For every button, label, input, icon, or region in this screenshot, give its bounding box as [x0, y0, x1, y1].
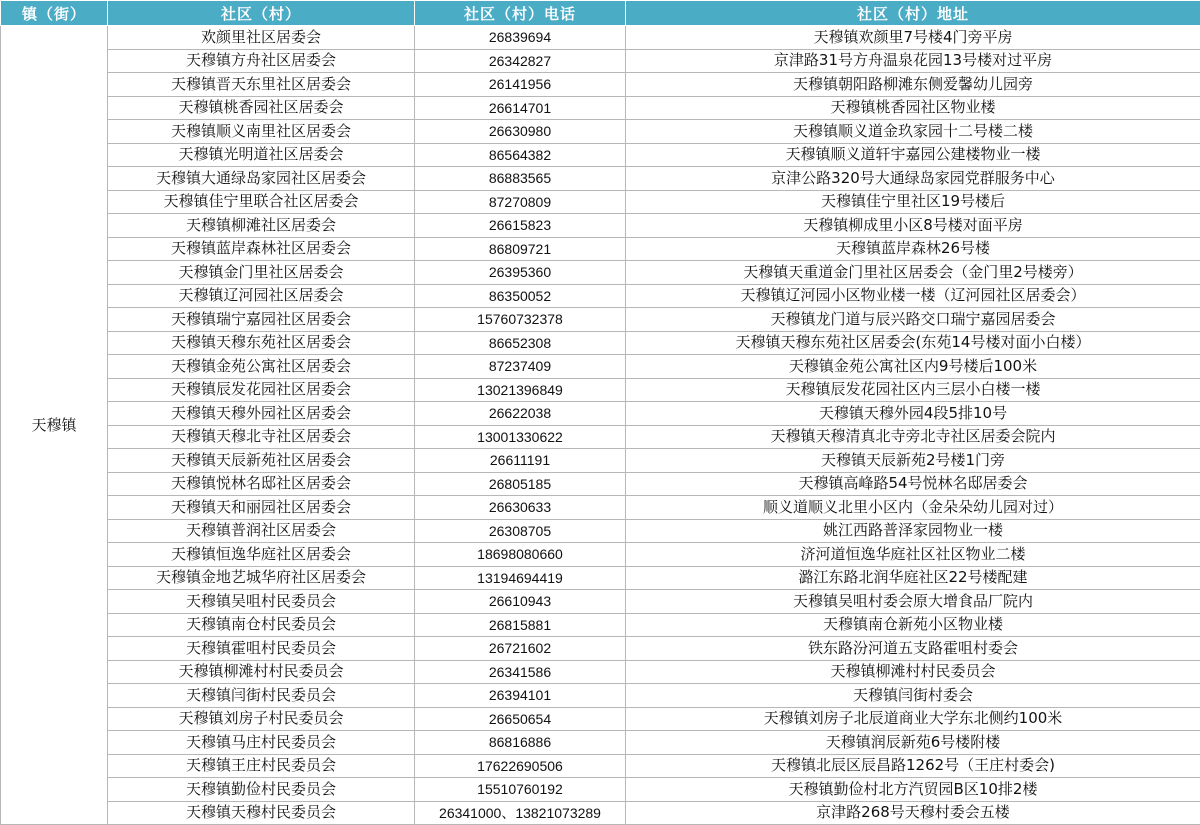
community-phone-cell: 86652308: [415, 331, 626, 355]
table-row: [1, 143, 1200, 167]
table-row: [1, 284, 1200, 308]
table-row: [1, 26, 1200, 50]
community-phone-cell: 26141956: [415, 73, 626, 97]
community-phone-cell: 17622690506: [415, 754, 626, 778]
community-name-cell: 天穆镇吴咀村民委员会: [108, 590, 415, 614]
community-address-cell: 姚江西路普泽家园物业一楼: [626, 519, 1200, 543]
table-row: [1, 261, 1200, 285]
community-name-cell: 天穆镇天辰新苑社区居委会: [108, 449, 415, 473]
table-row: [1, 543, 1200, 567]
community-name-cell: 天穆镇悦林名邸社区居委会: [108, 472, 415, 496]
table-row: [1, 49, 1200, 73]
community-name-cell: 天穆镇天穆外园社区居委会: [108, 402, 415, 426]
community-name-cell: 天穆镇刘房子村民委员会: [108, 707, 415, 731]
community-phone-cell: 26341586: [415, 660, 626, 684]
community-address-cell: 天穆镇欢颜里7号楼4门旁平房: [626, 26, 1200, 50]
community-name-cell: 天穆镇辽河园社区居委会: [108, 284, 415, 308]
community-phone-cell: 86883565: [415, 167, 626, 191]
table-row: [1, 237, 1200, 261]
community-address-cell: 天穆镇润辰新苑6号楼附楼: [626, 731, 1200, 755]
community-name-cell: 天穆镇大通绿岛家园社区居委会: [108, 167, 415, 191]
community-phone-cell: 87270809: [415, 190, 626, 214]
community-name-cell: 天穆镇桃香园社区居委会: [108, 96, 415, 120]
community-address-cell: 天穆镇辽河园小区物业楼一楼（辽河园社区居委会）: [626, 284, 1200, 308]
community-address-cell: 天穆镇天穆东苑社区居委会(东苑14号楼对面小白楼）: [626, 331, 1200, 355]
community-phone-cell: 26839694: [415, 26, 626, 50]
community-phone-cell: 26650654: [415, 707, 626, 731]
community-phone-cell: 18698080660: [415, 543, 626, 567]
community-name-cell: 欢颜里社区居委会: [108, 26, 415, 50]
community-address-cell: 潞江东路北润华庭社区22号楼配建: [626, 566, 1200, 590]
community-phone-cell: 15510760192: [415, 778, 626, 802]
community-name-cell: 天穆镇勤俭村民委员会: [108, 778, 415, 802]
table-row: [1, 120, 1200, 144]
table-row: [1, 449, 1200, 473]
table-row: [1, 754, 1200, 778]
community-name-cell: 天穆镇蓝岸森林社区居委会: [108, 237, 415, 261]
table-body: [1, 26, 1200, 825]
community-address-cell: 天穆镇闫街村委会: [626, 684, 1200, 708]
community-phone-cell: 86350052: [415, 284, 626, 308]
table-row: [1, 660, 1200, 684]
community-phone-cell: 26630980: [415, 120, 626, 144]
header-community-phone: 社区（村）电话: [415, 1, 626, 26]
community-name-cell: 天穆镇方舟社区居委会: [108, 49, 415, 73]
community-address-cell: 天穆镇辰发花园社区内三层小白楼一楼: [626, 378, 1200, 402]
table-row: [1, 472, 1200, 496]
community-phone-cell: 26342827: [415, 49, 626, 73]
community-phone-cell: 15760732378: [415, 308, 626, 332]
community-phone-cell: 86564382: [415, 143, 626, 167]
community-address-cell: 京津路31号方舟温泉花园13号楼对过平房: [626, 49, 1200, 73]
community-name-cell: 天穆镇辰发花园社区居委会: [108, 378, 415, 402]
community-phone-cell: 26815881: [415, 613, 626, 637]
table-row: [1, 519, 1200, 543]
town-cell: 天穆镇: [1, 26, 108, 825]
community-name-cell: 天穆镇金苑公寓社区居委会: [108, 355, 415, 379]
community-address-cell: 天穆镇桃香园社区物业楼: [626, 96, 1200, 120]
community-name-cell: 天穆镇晋天东里社区居委会: [108, 73, 415, 97]
community-address-cell: 天穆镇佳宁里社区19号楼后: [626, 190, 1200, 214]
community-name-cell: 天穆镇天和丽园社区居委会: [108, 496, 415, 520]
community-phone-cell: 26308705: [415, 519, 626, 543]
community-address-cell: 顺义道顺义北里小区内（金朵朵幼儿园对过）: [626, 496, 1200, 520]
header-row: [1, 1, 1200, 26]
community-phone-cell: 26630633: [415, 496, 626, 520]
community-phone-cell: 26611191: [415, 449, 626, 473]
community-phone-cell: 13001330622: [415, 425, 626, 449]
table-row: [1, 167, 1200, 191]
community-name-cell: 天穆镇恒逸华庭社区居委会: [108, 543, 415, 567]
community-address-cell: 天穆镇天辰新苑2号楼1门旁: [626, 449, 1200, 473]
community-address-cell: 天穆镇顺义道金玖家园十二号楼二楼: [626, 120, 1200, 144]
community-name-cell: 天穆镇瑞宁嘉园社区居委会: [108, 308, 415, 332]
community-address-cell: 铁东路汾河道五支路霍咀村委会: [626, 637, 1200, 661]
community-address-cell: 天穆镇金苑公寓社区内9号楼后100米: [626, 355, 1200, 379]
community-address-cell: 天穆镇柳成里小区8号楼对面平房: [626, 214, 1200, 238]
header-community-name: 社区（村）: [108, 1, 415, 26]
table-row: [1, 566, 1200, 590]
community-name-cell: 天穆镇顺义南里社区居委会: [108, 120, 415, 144]
community-name-cell: 天穆镇南仓村民委员会: [108, 613, 415, 637]
table-row: [1, 190, 1200, 214]
community-address-cell: 天穆镇天重道金门里社区居委会（金门里2号楼旁）: [626, 261, 1200, 285]
community-address-cell: 天穆镇吴咀村委会原大增食品厂院内: [626, 590, 1200, 614]
community-phone-cell: 26394101: [415, 684, 626, 708]
community-name-cell: 天穆镇闫街村民委员会: [108, 684, 415, 708]
table-row: [1, 355, 1200, 379]
community-name-cell: 天穆镇天穆村民委员会: [108, 801, 415, 825]
table-row: [1, 707, 1200, 731]
community-phone-cell: 26614701: [415, 96, 626, 120]
table-row: [1, 73, 1200, 97]
community-address-cell: 天穆镇天穆清真北寺旁北寺社区居委会院内: [626, 425, 1200, 449]
community-address-cell: 天穆镇柳滩村村民委员会: [626, 660, 1200, 684]
community-phone-cell: 26721602: [415, 637, 626, 661]
community-name-cell: 天穆镇马庄村民委员会: [108, 731, 415, 755]
table-row: [1, 684, 1200, 708]
community-address-cell: 天穆镇南仓新苑小区物业楼: [626, 613, 1200, 637]
community-address-cell: 京津路268号天穆村委会五楼: [626, 801, 1200, 825]
community-address-cell: 天穆镇朝阳路柳滩东侧爱馨幼儿园旁: [626, 73, 1200, 97]
community-name-cell: 天穆镇天穆北寺社区居委会: [108, 425, 415, 449]
community-address-cell: 天穆镇蓝岸森林26号楼: [626, 237, 1200, 261]
community-name-cell: 天穆镇柳滩村村民委员会: [108, 660, 415, 684]
community-phone-cell: 26805185: [415, 472, 626, 496]
community-phone-cell: 26622038: [415, 402, 626, 426]
community-name-cell: 天穆镇金门里社区居委会: [108, 261, 415, 285]
community-address-cell: 京津公路320号大通绿岛家园党群服务中心: [626, 167, 1200, 191]
table-row: [1, 801, 1200, 825]
community-phone-cell: 26395360: [415, 261, 626, 285]
table-row: [1, 378, 1200, 402]
table-row: [1, 731, 1200, 755]
table-row: [1, 96, 1200, 120]
community-address-cell: 天穆镇龙门道与辰兴路交口瑞宁嘉园居委会: [626, 308, 1200, 332]
community-phone-cell: 26341000、13821073289: [415, 801, 626, 825]
table-row: [1, 331, 1200, 355]
table-row: [1, 308, 1200, 332]
table-row: [1, 214, 1200, 238]
table-row: [1, 425, 1200, 449]
header-community-address: 社区（村）地址: [626, 1, 1200, 26]
table-row: [1, 778, 1200, 802]
community-phone-cell: 13021396849: [415, 378, 626, 402]
community-name-cell: 天穆镇王庄村民委员会: [108, 754, 415, 778]
community-address-cell: 天穆镇刘房子北辰道商业大学东北侧约100米: [626, 707, 1200, 731]
community-address-cell: 天穆镇勤俭村北方汽贸园B区10排2楼: [626, 778, 1200, 802]
community-name-cell: 天穆镇普润社区居委会: [108, 519, 415, 543]
community-name-cell: 天穆镇柳滩社区居委会: [108, 214, 415, 238]
community-phone-cell: 26610943: [415, 590, 626, 614]
table-row: [1, 496, 1200, 520]
table-row: [1, 637, 1200, 661]
table-row: [1, 613, 1200, 637]
community-phone-cell: 86816886: [415, 731, 626, 755]
community-address-cell: 天穆镇高峰路54号悦林名邸居委会: [626, 472, 1200, 496]
community-phone-cell: 87237409: [415, 355, 626, 379]
community-name-cell: 天穆镇光明道社区居委会: [108, 143, 415, 167]
community-address-cell: 天穆镇天穆外园4段5排10号: [626, 402, 1200, 426]
community-phone-cell: 86809721: [415, 237, 626, 261]
community-address-cell: 济河道恒逸华庭社区社区物业二楼: [626, 543, 1200, 567]
community-name-cell: 天穆镇金地艺城华府社区居委会: [108, 566, 415, 590]
community-phone-cell: 26615823: [415, 214, 626, 238]
community-name-cell: 天穆镇天穆东苑社区居委会: [108, 331, 415, 355]
community-address-cell: 天穆镇顺义道轩宇嘉园公建楼物业一楼: [626, 143, 1200, 167]
table-row: [1, 590, 1200, 614]
table-row: [1, 402, 1200, 426]
header-town: 镇（街）: [1, 1, 108, 26]
community-phone-cell: 13194694419: [415, 566, 626, 590]
community-name-cell: 天穆镇佳宁里联合社区居委会: [108, 190, 415, 214]
community-address-cell: 天穆镇北辰区辰昌路1262号（王庄村委会): [626, 754, 1200, 778]
community-name-cell: 天穆镇霍咀村民委员会: [108, 637, 415, 661]
